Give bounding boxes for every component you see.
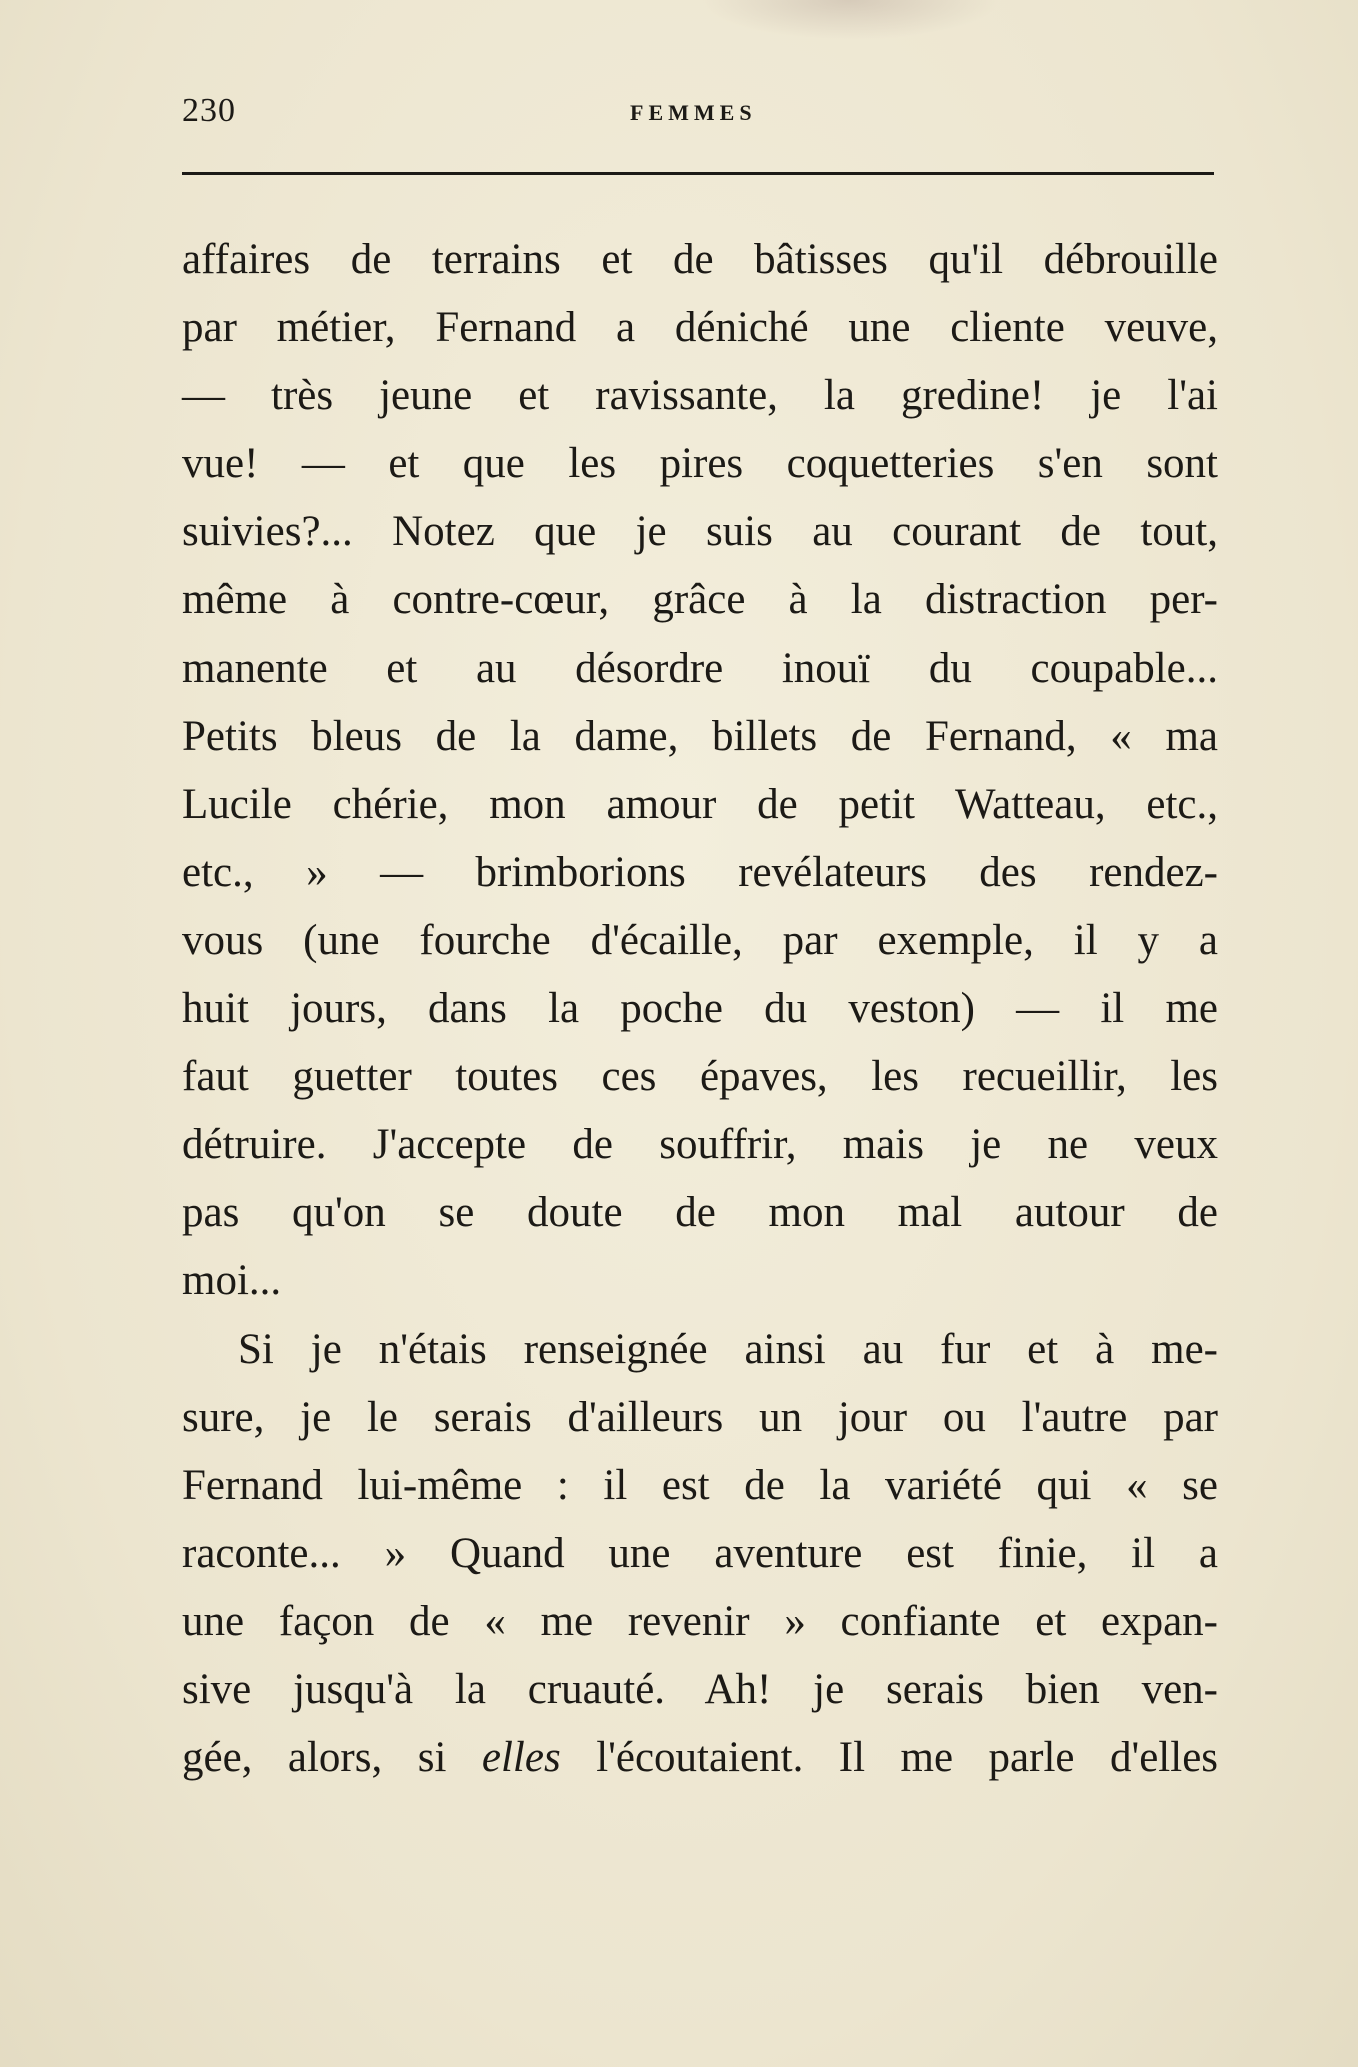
text-line: — très jeune et ravissante, la gredine! je l'ai xyxy=(182,372,1218,420)
header-rule xyxy=(182,172,1214,175)
paper-stain xyxy=(700,0,1000,40)
text-line: vue! — et que les pires coquetteries s'en sont xyxy=(182,440,1218,488)
text-line: faut guetter toutes ces épaves, les recueillir, les xyxy=(182,1053,1218,1101)
text-line: Si je n'étais renseignée ainsi au fur et à me- xyxy=(238,1325,1218,1373)
text-line: manente et au désordre inouï du coupable... xyxy=(182,644,1218,692)
italic-word: elles xyxy=(481,1734,561,1782)
text-line: sure, je le serais d'ailleurs un jour ou l'autre par xyxy=(182,1393,1218,1441)
text-line: etc., » — brimborions revélateurs des rendez- xyxy=(182,848,1218,896)
text-line: même à contre-cœur, grâce à la distraction per- xyxy=(182,576,1218,624)
text-line: une façon de « me revenir » confiante et expan- xyxy=(182,1597,1218,1645)
text-line: huit jours, dans la poche du veston) — il me xyxy=(182,985,1218,1033)
text-line: Lucile chérie, mon amour de petit Watteau, etc., xyxy=(182,780,1218,828)
page-number: 230 xyxy=(182,92,236,129)
text-segment: gée, alors, si xyxy=(182,1734,447,1782)
text-line: détruire. J'accepte de souffrir, mais je ne veux xyxy=(182,1121,1218,1169)
text-line: par métier, Fernand a déniché une cliente veuve, xyxy=(182,304,1218,352)
page-header xyxy=(182,92,1214,142)
text-segment: l'écoutaient. Il me parle d'elles xyxy=(596,1734,1219,1782)
text-line: sive jusqu'à la cruauté. Ah! je serais bien ven- xyxy=(182,1665,1218,1713)
text-line: raconte... » Quand une aventure est finie, il a xyxy=(182,1529,1218,1577)
text-line: pas qu'on se doute de mon mal autour de xyxy=(182,1189,1218,1237)
text-line: affaires de terrains et de bâtisses qu'il débrouille xyxy=(182,236,1218,283)
body-text xyxy=(182,226,1218,1792)
text-line: Fernand lui-même : il est de la variété qui « se xyxy=(182,1461,1218,1509)
text-line: Petits bleus de la dame, billets de Fernand, « ma xyxy=(182,712,1218,760)
text-line: suivies?... Notez que je suis au courant de tout, xyxy=(182,508,1218,556)
text-line: moi... xyxy=(182,1257,282,1305)
running-title: FEMMES xyxy=(630,100,757,125)
text-line: vous (une fourche d'écaille, par exemple, il y a xyxy=(182,916,1218,964)
text-line xyxy=(182,1724,1218,1792)
